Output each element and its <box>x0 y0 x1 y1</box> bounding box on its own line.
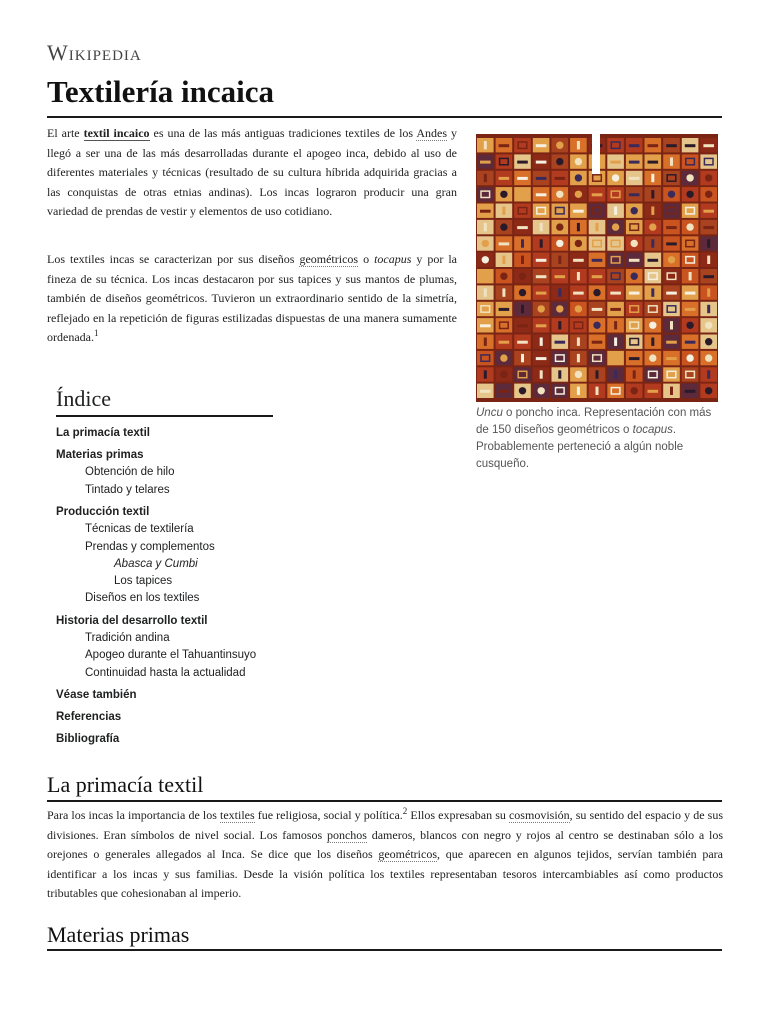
toc-item[interactable]: Historia del desarrollo textil <box>56 614 208 627</box>
tocapu-motif <box>703 144 714 147</box>
neck-slit <box>592 134 600 174</box>
tocapu-motif <box>521 354 524 362</box>
tocapu-motif <box>651 288 654 296</box>
tocapu-square <box>570 318 587 332</box>
cosmovision-link[interactable]: cosmovisión <box>508 808 570 822</box>
reference-2[interactable]: 2 <box>402 806 408 816</box>
tocapu-motif <box>540 223 543 231</box>
tocapu-motif <box>540 338 543 346</box>
tocapu-motif <box>500 354 507 361</box>
tocapu-motif <box>612 174 619 181</box>
tocapu-motif <box>610 292 621 295</box>
tocapu-square <box>589 351 606 365</box>
tocapu-motif <box>558 256 561 264</box>
tocapu-motif <box>592 193 603 196</box>
tocapu-motif <box>484 370 487 378</box>
tocapu-motif <box>555 341 566 344</box>
section-divider <box>47 800 722 802</box>
design-paragraph: Los textiles incas se caracterizan por sus diseños geométricos o tocapus y por la fineza de su técnica. Los incas destacaron por sus tapices y sus mantos de plumas, también de diseños geométricos. Tuvieron un extraordinario sentido de la simetría, reflejado en la repetición de figuras estilizadas dispuestas de una manera sumamente ordenada.$^1$ <box>47 252 458 344</box>
tocapu-square <box>700 154 717 168</box>
toc-item[interactable]: Continuidad hasta la actualidad <box>85 666 246 679</box>
table-of-contents <box>56 386 276 748</box>
tocapu-motif <box>480 390 491 393</box>
textil-incaico-link[interactable]: textil incaico <box>83 126 150 140</box>
figure-caption: Uncu o poncho inca. Representación con más de 150 diseños geométricos o tocapus. Probablemente perteneció a algún noble cusqueño. <box>476 407 712 470</box>
toc-item[interactable]: Tintado y telares <box>85 483 170 496</box>
tocapu-motif <box>480 324 491 327</box>
tocapu-motif <box>519 387 526 394</box>
section-heading-materias: Materias primas <box>47 922 190 947</box>
tocapu-motif <box>536 275 547 278</box>
tocapu-motif <box>500 223 507 230</box>
tocapu-motif <box>480 210 491 213</box>
tocapu-motif <box>592 259 603 262</box>
tocapu-motif <box>666 357 677 360</box>
tocapu-motif <box>610 308 621 311</box>
tocapu-motif <box>705 174 712 181</box>
tocapu-square <box>514 367 531 381</box>
tocapu-motif <box>685 308 696 311</box>
tocapu-motif <box>707 239 710 247</box>
toc-item[interactable]: Obtención de hilo <box>85 466 175 478</box>
tocapu-motif <box>651 207 654 215</box>
tocapu-motif <box>686 191 693 198</box>
ponchos-link[interactable]: ponchos <box>326 827 367 842</box>
tocapu-motif <box>575 305 582 312</box>
tocapu-motif <box>555 177 566 180</box>
tocapu-motif <box>519 191 526 198</box>
intro-paragraph: El arte textil incaico es una de las más antiguas tradiciones textiles de los Andes y llegó a ser una de las más desarrolladas durante el apogeo inca, debido al uso de diferentes materiales y técnicas (resultado de su cultura híbrida adquirida gracias a las conquistas de otras etnias andinas). Los incas lograron producir una gran variedad de prendas de vestir y elementos de uso cotidiano. <box>47 126 458 218</box>
tocapu-motif <box>484 338 487 346</box>
tocapu-motif <box>577 354 580 362</box>
tocapu-square <box>645 302 662 316</box>
tocapu-motif <box>629 357 640 360</box>
tocapu-motif <box>482 273 489 280</box>
tocapu-motif <box>651 174 654 182</box>
tocapu-motif <box>519 273 526 280</box>
toc-item[interactable]: Bibliografía <box>56 733 120 745</box>
tocapu-square <box>663 367 680 381</box>
tocapu-square <box>607 138 624 152</box>
tocapu-motif <box>540 370 543 378</box>
tocapu-motif <box>482 256 489 263</box>
tocapu-motif <box>577 387 580 395</box>
tocapu-motif <box>502 288 505 296</box>
toc-item[interactable]: Tradición andina <box>85 631 170 644</box>
tocapu-motif <box>666 226 677 229</box>
tocapu-motif <box>649 322 656 329</box>
tocapu-motif <box>707 370 710 378</box>
tocapu-square <box>514 204 531 218</box>
tocapu-square <box>607 384 624 398</box>
tocapu-motif <box>521 239 524 247</box>
tocapu-motif <box>575 240 582 247</box>
tocapu-motif <box>685 144 696 147</box>
tocapu-motif <box>651 239 654 247</box>
tocapu-motif <box>614 321 617 329</box>
tocapu-motif <box>536 292 547 295</box>
tocapu-motif <box>705 322 712 329</box>
toc-item[interactable]: Materias primas <box>56 449 144 461</box>
geometricos-link-2[interactable]: geométricos <box>378 847 438 861</box>
tocapu-square <box>589 236 606 250</box>
tocapu-motif <box>575 371 582 378</box>
section-heading-primacia: La primacía textil <box>47 772 204 797</box>
tocapu-motif <box>556 223 563 230</box>
tocapu-motif <box>502 207 505 215</box>
tocapu-motif <box>499 177 510 180</box>
tocapu-motif <box>538 305 545 312</box>
tocapu-motif <box>689 272 692 280</box>
toc-item[interactable]: Producción textil <box>56 506 150 518</box>
tocapu-square <box>682 204 699 218</box>
tocapu-motif <box>500 191 507 198</box>
tocapu-motif <box>596 370 599 378</box>
toc-item[interactable]: Prendas y complementos <box>85 540 215 553</box>
tocapu-motif <box>536 193 547 196</box>
tocapu-motif <box>558 321 561 329</box>
tocapu-motif <box>500 273 507 280</box>
tocapu-motif <box>596 223 599 231</box>
toc-item[interactable]: La primacía textil <box>56 427 150 439</box>
tocapu-square <box>607 236 624 250</box>
tocapu-square <box>682 154 699 168</box>
tocapu-motif <box>500 371 507 378</box>
tocapu-square <box>607 187 624 201</box>
tocapu-motif <box>558 288 561 296</box>
tocapu-motif <box>502 256 505 264</box>
tocapu-motif <box>517 341 528 344</box>
tocapu-motif <box>685 390 696 393</box>
tocapu-motif <box>596 387 599 395</box>
tocapu-square <box>645 367 662 381</box>
tocapu-motif <box>670 387 673 395</box>
tocapu-square <box>533 204 550 218</box>
tocapu-square <box>626 220 643 234</box>
tocapu-motif <box>648 144 659 147</box>
tocapu-motif <box>538 387 545 394</box>
toc-item[interactable]: Los tapices <box>114 575 173 587</box>
tocapu-motif <box>556 142 563 149</box>
tocapu-motif <box>499 308 510 311</box>
tocapu-motif <box>484 174 487 182</box>
tocapu-motif <box>575 174 582 181</box>
tocapu-square <box>477 302 494 316</box>
tocapu-motif <box>705 354 712 361</box>
tocapu-motif <box>614 338 617 346</box>
textiles-link[interactable]: textiles <box>219 808 255 822</box>
tocapu-motif <box>558 370 561 378</box>
tocapu-motif <box>480 161 491 164</box>
tocapu-motif <box>517 226 528 229</box>
tocapu-motif <box>499 242 510 245</box>
tocapu-motif <box>555 275 566 278</box>
tocapu-square <box>496 318 513 332</box>
page-title: Textilería incaica <box>47 74 275 109</box>
tocapu-motif <box>631 273 638 280</box>
tocapu-motif <box>610 357 621 360</box>
tocapu-motif <box>517 177 528 180</box>
tocapu-motif <box>536 161 547 164</box>
tocapu-motif <box>651 190 654 198</box>
tocapu-motif <box>648 161 659 164</box>
tocapu-motif <box>629 193 640 196</box>
tocapu-motif <box>536 324 547 327</box>
tocapu-motif <box>666 242 677 245</box>
tocapu-square <box>682 236 699 250</box>
tocapu-motif <box>668 191 675 198</box>
tocapu-motif <box>499 144 510 147</box>
tocapu-motif <box>631 387 638 394</box>
tocapu-motif <box>629 292 640 295</box>
tocapu-motif <box>670 157 673 165</box>
tocapu-motif <box>703 210 714 213</box>
tocapu-motif <box>686 322 693 329</box>
tocapu-motif <box>482 240 489 247</box>
tocapu-motif <box>517 161 528 164</box>
tocapu-square <box>663 302 680 316</box>
tocapu-motif <box>573 292 584 295</box>
tocapu-motif <box>577 338 580 346</box>
tocapu-motif <box>499 341 510 344</box>
tocapu-motif <box>703 226 714 229</box>
tocapu-square <box>682 253 699 267</box>
tocapu-square <box>589 204 606 218</box>
tocapu-motif <box>536 144 547 147</box>
tocapu-motif <box>536 357 547 360</box>
primacia-paragraph: Para los incas la importancia de los textiles fue religiosa, social y política.$^2$ Ellos expresaban su cosmovisión, su sentido del espacio y de sus divisiones. Eran símbolos de nivel social. Los famosos ponchos dameros, blancos con negro y rojos al centro se destinaban sólo a los orejones o generales allegados al Inca. Se dice que los diseños geométricos, que aparecen en algunos tejidos, servían también para identificar a los incas y sus familias. Desde la visión política los textiles representaban tesoros intercambiables así como productos tributables que cohesionaban al imperio. <box>47 806 723 900</box>
tocapu-motif <box>649 354 656 361</box>
tocapu-motif <box>484 288 487 296</box>
tocapu-motif <box>629 259 640 262</box>
tocapu-motif <box>577 272 580 280</box>
tocapu-motif <box>629 144 640 147</box>
tocapu-motif <box>633 370 636 378</box>
tocapu-motif <box>614 207 617 215</box>
toc-item[interactable]: Diseños en los textiles <box>85 592 200 604</box>
tocapu-square <box>496 154 513 168</box>
tocapu-square <box>626 335 643 349</box>
tocapu-square <box>626 318 643 332</box>
tocapu-square <box>626 302 643 316</box>
toc-item[interactable]: Apogeo durante el Tahuantinsuyo <box>85 649 257 661</box>
tocapu-motif <box>631 240 638 247</box>
tocapu-motif <box>707 256 710 264</box>
tocapu-motif <box>610 161 621 164</box>
uncu-poncho-image[interactable] <box>476 134 718 402</box>
tocapu-square <box>663 269 680 283</box>
tocapu-motif <box>592 308 603 311</box>
wikipedia-wordmark[interactable]: Wikipedia <box>47 40 142 65</box>
geometricos-link[interactable]: geométricos <box>299 252 359 266</box>
tocapu-motif <box>705 387 712 394</box>
tocapu-motif <box>649 223 656 230</box>
tocapu-motif <box>614 370 617 378</box>
tocapu-motif <box>648 259 659 262</box>
tocapu-motif <box>686 223 693 230</box>
tocapu-motif <box>556 191 563 198</box>
toc-item[interactable]: Técnicas de textilería <box>85 523 194 535</box>
tocapu-square <box>663 171 680 185</box>
tocapu-motif <box>536 177 547 180</box>
tocapu-motif <box>685 341 696 344</box>
tocapu-motif <box>666 341 677 344</box>
section-divider-2 <box>47 949 722 951</box>
toc-list <box>56 425 276 748</box>
tocapu-motif <box>705 338 712 345</box>
tocapu-square <box>682 367 699 381</box>
tocapu-motif <box>685 292 696 295</box>
tocapu-square <box>477 187 494 201</box>
tocapu-square <box>645 269 662 283</box>
tocapu-motif <box>573 259 584 262</box>
tocapu-motif <box>707 288 710 296</box>
tocapu-square <box>607 253 624 267</box>
tocapu-motif <box>577 223 580 231</box>
tocapu-motif <box>540 239 543 247</box>
tocapu-motif <box>593 322 600 329</box>
tocapu-motif <box>707 305 710 313</box>
tocapu-motif <box>612 223 619 230</box>
toc-item[interactable]: Abasca y Cumbi <box>114 558 198 570</box>
tocapu-motif <box>573 210 584 213</box>
title-divider <box>47 116 722 118</box>
tocapu-motif <box>517 324 528 327</box>
tocapu-motif <box>686 174 693 181</box>
tocapu-motif <box>631 207 638 214</box>
toc-item[interactable]: Referencias <box>56 711 122 723</box>
tocapu-square <box>607 269 624 283</box>
tocapu-motif <box>705 191 712 198</box>
tocapu-motif <box>575 191 582 198</box>
tocapu-motif <box>499 390 510 393</box>
tocapu-square <box>477 351 494 365</box>
textile-figure <box>476 134 718 473</box>
tocapu-motif <box>577 141 580 149</box>
tocapu-motif <box>521 256 524 264</box>
tocapu-motif <box>556 158 563 165</box>
tocapu-motif <box>670 321 673 329</box>
tocapu-motif <box>651 338 654 346</box>
tocapu-square <box>552 384 569 398</box>
tocapu-motif <box>686 354 693 361</box>
tocapu-square <box>514 138 531 152</box>
tocapu-motif <box>556 305 563 312</box>
tocapu-motif <box>556 240 563 247</box>
tocapu-motif <box>629 177 640 180</box>
tocapu-motif <box>593 289 600 296</box>
tocapu-square <box>663 204 680 218</box>
andes-link[interactable]: Andes <box>416 126 448 140</box>
toc-item[interactable]: Véase también <box>56 689 137 701</box>
toc-heading: Índice <box>56 386 273 417</box>
tocapu-motif <box>592 275 603 278</box>
tocapu-square <box>552 351 569 365</box>
tocapu-motif <box>536 259 547 262</box>
tocapu-motif <box>484 223 487 231</box>
tocapu-motif <box>521 305 524 313</box>
tocapu-motif <box>666 144 677 147</box>
tocapu-square <box>552 204 569 218</box>
tocapu-motif <box>629 161 640 164</box>
tocapu-motif <box>484 141 487 149</box>
tocapu-motif <box>519 289 526 296</box>
tocapu-motif <box>575 158 582 165</box>
tocapu-motif <box>668 256 675 263</box>
tocapu-motif <box>666 292 677 295</box>
tocapu-motif <box>703 275 714 278</box>
tocapu-motif <box>648 390 659 393</box>
tocapu-motif <box>592 341 603 344</box>
reference-1[interactable]: 1 <box>93 328 99 338</box>
